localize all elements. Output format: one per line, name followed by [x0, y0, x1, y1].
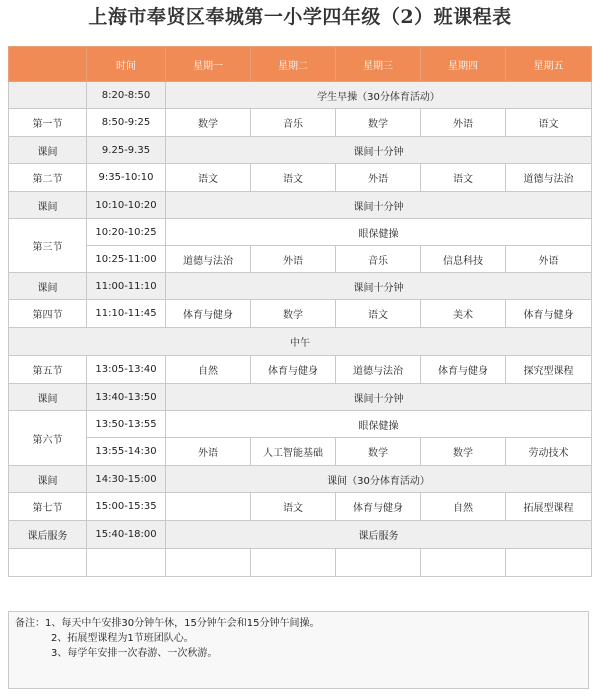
empty-cell: [9, 549, 87, 577]
table-row: [9, 82, 592, 109]
table-row: [9, 466, 592, 493]
time-cell: 11:10-11:45: [87, 300, 166, 328]
subject-cell: 体育与健身: [336, 493, 421, 521]
merged-activity-cell: 课间十分钟: [166, 192, 592, 219]
header-cell-fri: 星期五: [506, 47, 592, 82]
subject-cell: 外语: [506, 246, 592, 273]
noon-break-cell: 中午: [9, 328, 592, 356]
row-label: 第四节: [9, 300, 87, 328]
empty-cell: [166, 549, 251, 577]
subject-cell: 音乐: [336, 246, 421, 273]
table-row: [9, 300, 592, 328]
merged-activity-cell: 课间十分钟: [166, 273, 592, 300]
subject-cell: 外语: [421, 109, 506, 137]
time-cell: 13:05-13:40: [87, 356, 166, 384]
time-cell: 10:25-11:00: [87, 246, 166, 273]
subject-cell: 体育与健身: [166, 300, 251, 328]
subject-cell: 外语: [251, 246, 336, 273]
subject-cell: 数学: [336, 109, 421, 137]
empty-cell: [506, 549, 592, 577]
subject-cell: 语文: [336, 300, 421, 328]
note-line: 备注：1、每天中午安排30分钟午休，15分钟午会和15分钟午间操。: [15, 618, 320, 629]
subject-cell: 体育与健身: [251, 356, 336, 384]
empty-cell: [251, 549, 336, 577]
time-cell: 13:50-13:55: [87, 411, 166, 438]
subject-cell: 探究型课程: [506, 356, 592, 384]
empty-cell: [336, 549, 421, 577]
row-label: 课间: [9, 137, 87, 164]
row-label: 第三节: [9, 219, 87, 273]
merged-activity-cell: 课后服务: [166, 521, 592, 549]
row-label: 第二节: [9, 164, 87, 192]
merged-activity-cell: 课间（30分体育活动）: [166, 466, 592, 493]
subject-cell: 语文: [251, 493, 336, 521]
note-line: 3、每学年安排一次春游、一次秋游。: [51, 648, 218, 659]
time-cell: 8:50-9:25: [87, 109, 166, 137]
subject-cell: 自然: [421, 493, 506, 521]
time-cell: 11:00-11:10: [87, 273, 166, 300]
table-row: [9, 219, 592, 246]
merged-activity-cell: 学生早操（30分体育活动）: [166, 82, 592, 109]
subject-cell: 语文: [506, 109, 592, 137]
header-cell-tue: 星期二: [251, 47, 336, 82]
subject-cell: 数学: [336, 438, 421, 466]
time-cell: 9.25-9.35: [87, 137, 166, 164]
merged-activity-cell: 课间十分钟: [166, 384, 592, 411]
subject-cell: 体育与健身: [421, 356, 506, 384]
notes-box: [8, 611, 589, 689]
schedule-table: [8, 46, 592, 577]
empty-cell: [421, 549, 506, 577]
subject-cell: 劳动技术: [506, 438, 592, 466]
note-line: 2、拓展型课程为1节班团队心。: [51, 633, 194, 644]
time-cell: 15:00-15:35: [87, 493, 166, 521]
row-label: 课间: [9, 466, 87, 493]
time-cell: 10:10-10:20: [87, 192, 166, 219]
row-label: 第六节: [9, 411, 87, 466]
subject-cell: 外语: [336, 164, 421, 192]
row-label: [9, 82, 87, 109]
subject-cell: 语文: [166, 164, 251, 192]
table-row: [9, 273, 592, 300]
table-row: [9, 137, 592, 164]
subject-cell: [166, 493, 251, 521]
time-cell: 14:30-15:00: [87, 466, 166, 493]
time-cell: 8:20-8:50: [87, 82, 166, 109]
subject-cell: 道德与法治: [336, 356, 421, 384]
header-cell-mon: 星期一: [166, 47, 251, 82]
subject-cell: 音乐: [251, 109, 336, 137]
subject-cell: 美术: [421, 300, 506, 328]
table-row: [9, 411, 592, 438]
subject-cell: 数学: [421, 438, 506, 466]
table-row: [9, 328, 592, 356]
subject-cell: 数学: [166, 109, 251, 137]
header-cell-wed: 星期三: [336, 47, 421, 82]
table-row: [9, 164, 592, 192]
time-cell: 9:35-10:10: [87, 164, 166, 192]
subject-cell: 数学: [251, 300, 336, 328]
subject-cell: 语文: [251, 164, 336, 192]
table-row-empty: [9, 549, 592, 577]
subject-cell: 人工智能基础: [251, 438, 336, 466]
row-label: 课间: [9, 273, 87, 300]
time-cell: 13:55-14:30: [87, 438, 166, 466]
row-label: 课间: [9, 192, 87, 219]
table-row: [9, 493, 592, 521]
subject-cell: 外语: [166, 438, 251, 466]
table-row: [9, 521, 592, 549]
subject-cell: 信息科技: [421, 246, 506, 273]
table-row: [9, 438, 592, 466]
merged-activity-cell: 课间十分钟: [166, 137, 592, 164]
subject-cell: 拓展型课程: [506, 493, 592, 521]
subject-cell: 道德与法治: [506, 164, 592, 192]
row-label: 课后服务: [9, 521, 87, 549]
time-cell: 13:40-13:50: [87, 384, 166, 411]
subject-cell: 道德与法治: [166, 246, 251, 273]
row-label: 课间: [9, 384, 87, 411]
row-label: 第七节: [9, 493, 87, 521]
table-row: [9, 192, 592, 219]
subject-cell: 语文: [421, 164, 506, 192]
time-cell: 10:20-10:25: [87, 219, 166, 246]
merged-activity-cell: 眼保健操: [166, 219, 592, 246]
subject-cell: 体育与健身: [506, 300, 592, 328]
subject-cell: 自然: [166, 356, 251, 384]
merged-activity-cell: 眼保健操: [166, 411, 592, 438]
row-label: 第一节: [9, 109, 87, 137]
page-title: 上海市奉贤区奉城第一小学四年级（2）班课程表: [88, 6, 512, 28]
header-cell-blank: [9, 47, 87, 82]
empty-cell: [87, 549, 166, 577]
table-header-row: [9, 47, 592, 82]
table-row: [9, 109, 592, 137]
header-cell-thu: 星期四: [421, 47, 506, 82]
time-cell: 15:40-18:00: [87, 521, 166, 549]
row-label: 第五节: [9, 356, 87, 384]
table-row: [9, 246, 592, 273]
header-cell-time: 时间: [87, 47, 166, 82]
table-row: [9, 384, 592, 411]
table-row: [9, 356, 592, 384]
